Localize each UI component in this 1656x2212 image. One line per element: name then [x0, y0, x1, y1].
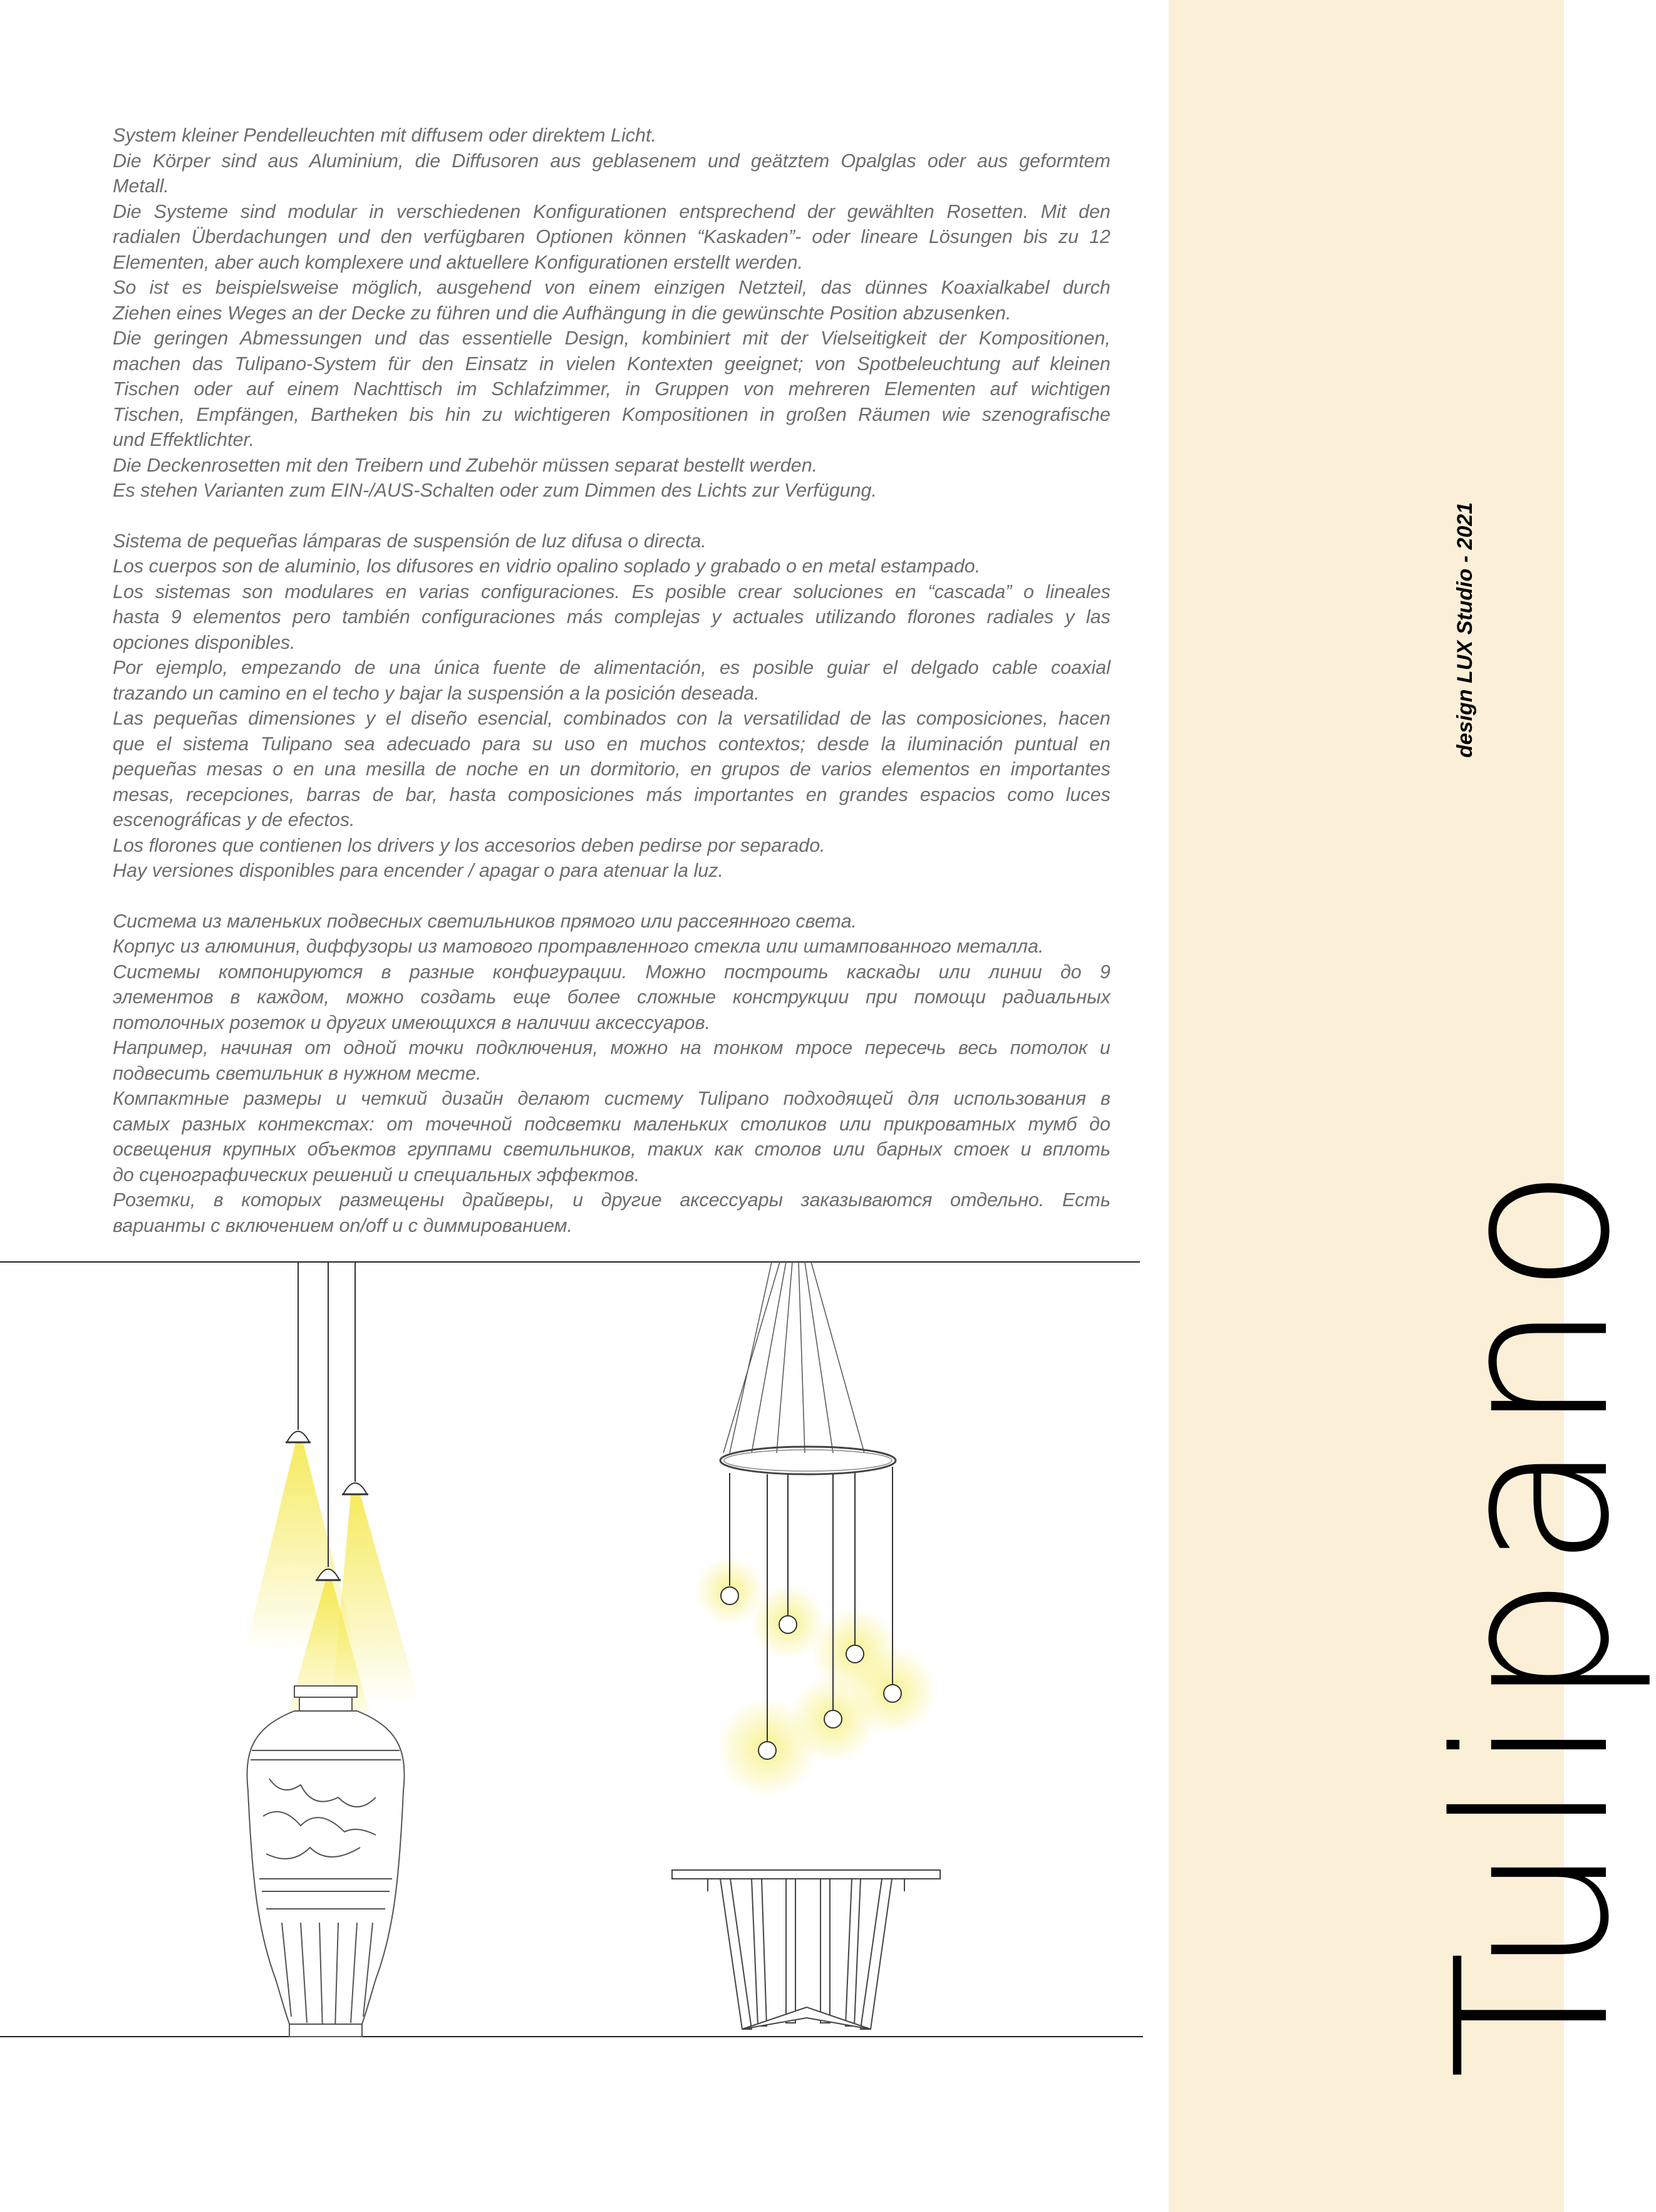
text-line: Die geringen Abmessungen und das essentielle Design, kombiniert mit der Vielseitigkeit der Kompositionen, [113, 328, 1110, 349]
text-line: Корпус из алюминия, диффузоры из матового протравленного стекла или штампованного металла. [113, 936, 1044, 957]
text-line: Tischen, Empfängen, Bartheken bis hin zu wichtigeren Kompositionen in großen Räumen wie szenografische [113, 403, 1110, 425]
text-line: trazando un camino en el techo y bajar la suspensión a la posición deseada. [113, 682, 760, 704]
text-line: Sistema de pequeñas lámparas de suspensión de luz difusa o directa. [113, 530, 706, 552]
lighting-illustration [0, 1246, 1169, 2060]
text-line: Hay versiones disponibles para encender / apagar o para atenuar la luz. [113, 860, 723, 881]
text-line: освещения крупных объектов группами светильников, таких как столов или барных стоек и вплоть [113, 1139, 1110, 1160]
text-line: Los cuerpos son de aluminio, los difusores en vidrio opalino soplado y grabado o en metal estampado. [113, 556, 981, 577]
text-line: самых разных контекстах: от точечной подсветки маленьких столиков или прикроватных тумб до [113, 1113, 1110, 1135]
text-line: opciones disponibles. [113, 631, 296, 653]
text-line: Например, начиная от одной точки подключения, можно на тонком тросе пересечь весь потолок и [113, 1037, 1110, 1058]
paragraph-ru [113, 909, 1110, 1239]
text-line: escenográficas y de efectos. [113, 809, 355, 830]
design-credit: design LUX Studio - 2021 [1453, 502, 1477, 758]
text-line: Ziehen eines Weges an der Decke zu führen und die Aufhängung in die gewünschte Position abzusenken. [113, 302, 1012, 324]
text-line: radialen Überdachungen und den verfügbaren Optionen können “Kaskaden”- oder lineare Lösungen bis zu 12 [113, 226, 1110, 247]
decorative-vase [247, 1686, 405, 2037]
text-line: Система из маленьких подвесных светильников прямого или рассеянного света. [113, 910, 857, 932]
text-line: Die Systeme sind modular in verschiedenen Konfigurationen entsprechend der gewählten Rosetten. Mit den [113, 200, 1110, 222]
round-table [672, 1870, 940, 2029]
text-line: Elementen, aber auch komplexere und aktuellere Konfigurationen erstellt werden. [113, 251, 804, 273]
text-line: Las pequeñas dimensiones y el diseño esencial, combinados con la versatilidad de las composiciones, hacen [113, 708, 1110, 729]
text-line: Tischen oder auf einem Nachttisch im Schlafzimmer, in Gruppen von mehreren Elementen auf wichtigen [113, 378, 1110, 400]
text-line: до сценографических решений и специальных эффектов. [113, 1164, 640, 1186]
text-line: Los sistemas son modulares en varias configuraciones. Es posible crear soluciones en “cascada” o lineales [113, 581, 1110, 602]
description-text [113, 123, 1110, 1263]
text-line: элементов в каждом, можно создать еще более сложные конструкции при помощи радиальных [113, 986, 1110, 1008]
text-line: machen das Tulipano-System für den Einsatz in vielen Kontexten geeignet; von Spotbeleuchtung auf kleinen [113, 353, 1110, 375]
text-line: Системы компонируются в разные конфигурации. Можно построить каскады или линии до 9 [113, 961, 1110, 983]
text-line: So ist es beispielsweise möglich, ausgehend von einem einzigen Netzteil, das dünnes Koaxialkabel durch [113, 277, 1110, 298]
text-line: pequeñas mesas o en una mesilla de noche en un dormitorio, en grupos de varios elementos en importantes [113, 758, 1110, 780]
product-title: Tulipano [1412, 1160, 1656, 2079]
paragraph-es [113, 529, 1110, 884]
text-line: Die Körper sind aus Aluminium, die Diffusoren aus geblasenem und geätztem Opalglas oder aus geformtem [113, 150, 1110, 172]
text-line: варианты с включением on/off и с диммированием. [113, 1214, 572, 1236]
text-line: подвесить светильник в нужном месте. [113, 1062, 482, 1084]
text-line: Es stehen Varianten zum EIN-/AUS-Schalten oder zum Dimmen des Lichts zur Verfügung. [113, 480, 877, 501]
text-line: System kleiner Pendelleuchten mit diffusem oder direktem Licht. [113, 125, 656, 146]
text-line: Розетки, в которых размещены драйверы, и другие аксессуары заказываются отдельно. Есть [113, 1189, 1110, 1211]
ring-chandelier [695, 1262, 936, 1797]
text-line: Los florones que contienen los drivers y los accesorios deben pedirse por separado. [113, 834, 825, 856]
text-line: Компактные размеры и четкий дизайн делают систему Tulipano подходящей для использования в [113, 1088, 1110, 1109]
paragraph-de [113, 123, 1110, 504]
text-line: que el sistema Tulipano sea adecuado para su uso en muchos contextos; desde la iluminación puntual en [113, 733, 1110, 755]
text-line: потолочных розеток и других имеющихся в наличии аксессуаров. [113, 1011, 711, 1033]
text-line: Metall. [113, 175, 169, 197]
text-line: und Effektlichter. [113, 429, 255, 450]
pendant-spot-group [244, 1262, 420, 1735]
text-line: Por ejemplo, empezando de una única fuente de alimentación, es posible guiar el delgado cable coaxial [113, 657, 1110, 678]
text-line: hasta 9 elementos pero también configuraciones más complejas y actuales utilizando florones radiales y las [113, 606, 1110, 628]
text-line: Die Deckenrosetten mit den Treibern und Zubehör müssen separat bestellt werden. [113, 454, 818, 476]
text-line: mesas, recepciones, barras de bar, hasta composiciones más importantes en grandes espacios como luces [113, 783, 1110, 805]
